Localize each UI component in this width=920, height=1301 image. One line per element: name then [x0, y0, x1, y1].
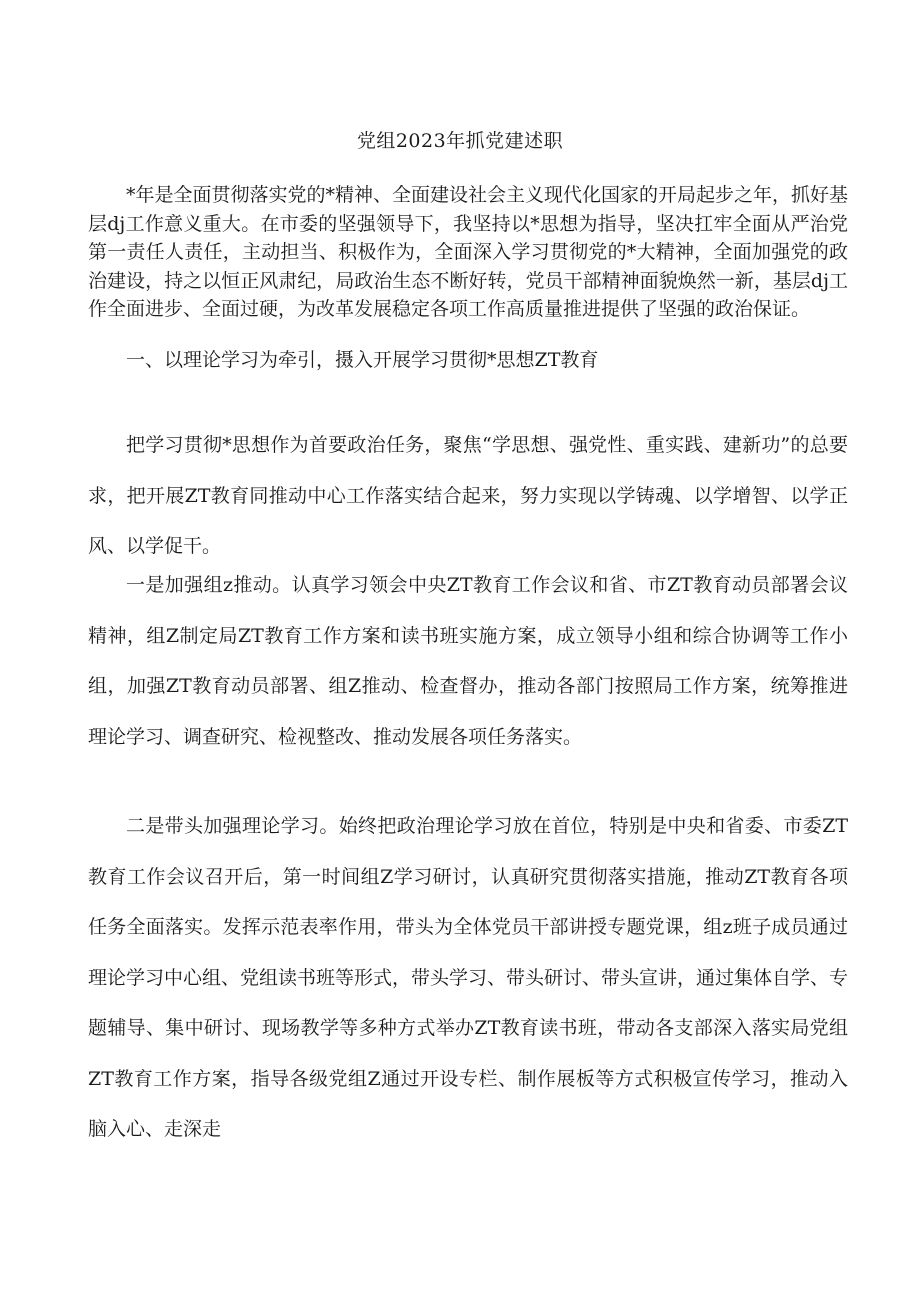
intro-paragraph: *年是全面贯彻落实党的*精神、全面建设社会主义现代化国家的开局起步之年，抓好基层dj工作意义重大。在市委的坚强领导下，我坚持以*思想为指导，坚决扛牢全面从严治党第一责任人责任，主动担当、积极作为，全面深入学习贯彻党的*大精神，全面加强党的政治建设，持之以恒正风肃纪，局政治生态不断好转，党员干部精神面貌焕然一新，基层dj工作全面进步、全面过硬，为改革发展稳定各项工作高质量推进提供了坚强的政治保证。 — [88, 184, 849, 320]
document-title: 党组2023年抓党建述职 — [356, 130, 564, 152]
body-paragraph-2: 一是加强组z推动。认真学习领会中央ZT教育工作会议和省、市ZT教育动员部署会议精神，组Z制定局ZT教育工作方案和读书班实施方案，成立领导小组和综合协调等工作小组，加强ZT教育动员部署、组Z推动、检查督办，推动各部门按照局工作方案，统筹推进理论学习、调查研究、检视整改、推动发展各项任务落实。 — [88, 574, 848, 748]
section-heading-1: 一、以理论学习为牵引，摄入开展学习贯彻*思想ZT教育 — [126, 349, 599, 371]
body-paragraph-3: 二是带头加强理论学习。始终把政治理论学习放在首位，特别是中央和省委、市委ZT教育工作会议召开后，第一时间组Z学习研讨，认真研究贯彻落实措施，推动ZT教育各项任务全面落实。发挥示范表率作用，带头为全体党员干部讲授专题党课，组z班子成员通过理论学习中心组、党组读书班等形式，带头学习、带头研讨、带头宣讲，通过集体自学、专题辅导、集中研讨、现场教学等多种方式举办ZT教育读书班，带动各支部深入落实局党组ZT教育工作方案，指导各级党组Z通过开设专栏、制作展板等方式积极宣传学习，推动入脑入心、走深走 — [88, 815, 849, 1140]
body-paragraph-1: 把学习贯彻*思想作为首要政治任务，聚焦“学思想、强党性、重实践、建新功”的总要求，把开展ZT教育同推动中心工作落实结合起来，努力实现以学铸魂、以学增智、以学正风、以学促干。 — [88, 434, 848, 557]
